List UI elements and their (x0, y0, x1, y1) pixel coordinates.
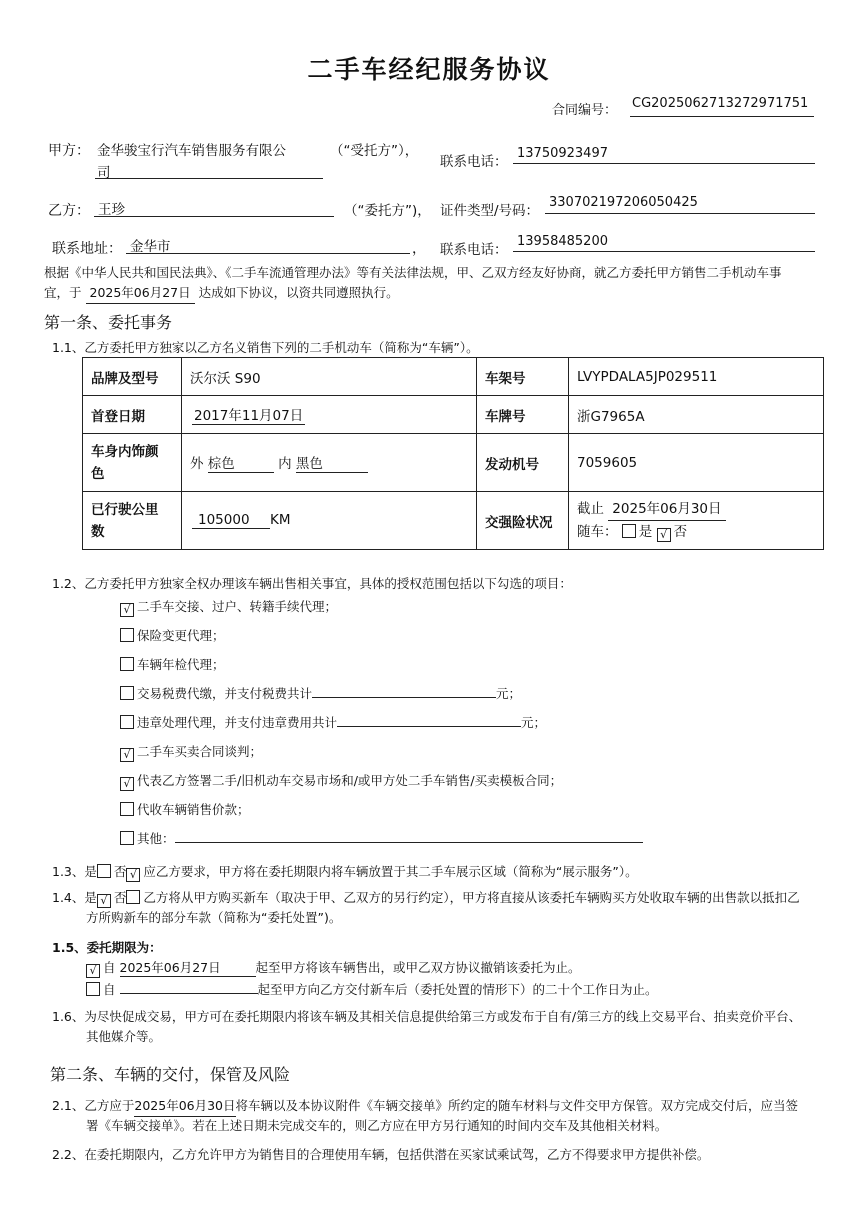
party-b-name: 王珍 (98, 202, 125, 218)
option-checkbox[interactable] (120, 657, 134, 671)
party-b-id: 330702197206050425 (549, 195, 698, 210)
mileage-label (83, 492, 182, 550)
option-item (120, 795, 643, 824)
party-a-name-line2: 司 (97, 165, 111, 181)
party-b-name-underline (94, 216, 334, 217)
option-checkbox[interactable] (120, 831, 134, 845)
clause-text: 应乙方要求，甲方将在委托期限内将车辆放置于其二手车展示区域（简称为“展示服务”）。 (143, 864, 638, 879)
address-label: 联系地址： (52, 241, 122, 257)
mileage-value: 105000 (192, 512, 270, 529)
section1-title: 第一条、委托事务 (44, 313, 173, 332)
insurance-label: 交强险状况 (477, 492, 569, 550)
term-1-prefix: 自 (103, 960, 116, 975)
clause-2-1-line1 (52, 1096, 798, 1117)
term-1-text: 起至甲方将该车辆售出，或甲乙双方协议撤销该委托为止。 (255, 960, 581, 975)
party-a-role: （“受托方”）， (330, 143, 419, 159)
insurance-cell (569, 492, 824, 550)
preamble-line2-suffix: 达成如下协议，以资共同遵照执行。 (198, 285, 399, 300)
yes-label: 是 (84, 864, 97, 879)
address-comma: ， (412, 241, 426, 257)
clause-2-1-prefix: 2.1、乙方应于 (52, 1098, 135, 1113)
option-label: 代收车辆销售价款； (137, 802, 250, 817)
reg-date-label: 首登日期 (83, 396, 182, 434)
term-1-date: 2025年06月27日 (120, 958, 256, 977)
term-2-text: 起至甲方向乙方交付新车后（委托处置的情形下）的二十个工作日为止。 (257, 982, 658, 997)
term-row-2 (86, 979, 658, 998)
term-2-prefix: 自 (103, 982, 116, 997)
option-item (120, 650, 643, 679)
option-label: 违章处理代理，并支付违章费用共计 (137, 715, 338, 730)
option-item (120, 621, 643, 650)
option-label: 二手车交接、过户、转籍手续代理； (137, 599, 338, 614)
option-label: 交易税费代缴，并支付税费共计 (137, 686, 313, 701)
clause-2-1-text: 将车辆以及本协议附件《车辆交接单》所约定的随车材料与文件交甲方保管。双方完成交付后，应当签 (235, 1098, 799, 1113)
option-label: 保险变更代理； (137, 628, 225, 643)
preamble-line1: 根据《中华人民共和国民法典》、《二手车流通管理办法》等有关法律法规，甲、乙双方经友好协商，就乙方委托甲方销售二手机动车事 (44, 265, 782, 280)
term-2-checkbox[interactable] (86, 982, 100, 996)
option-item (120, 708, 643, 737)
clause-text: 乙方将从甲方购买新车（取决于甲、乙双方的另行约定），甲方将直接从该委托车辆购买方处收取车辆的出售款以抵扣乙 (143, 890, 800, 905)
clause-1-2: 1.2、乙方委托甲方独家全权办理该车辆出售相关事宜，具体的授权范围包括以下勾选的项目： (52, 576, 572, 591)
brand-value: 沃尔沃 S90 (182, 358, 477, 396)
clause-1-6-line1: 1.6、为尽快促成交易，甲方可在委托期限内将该车辆及其相关信息提供给第三方或发布于自有/第三方的线上交易平台、拍卖竞价平台、 (52, 1009, 802, 1024)
reg-date-value: 2017年11月07日 (192, 404, 305, 425)
insurance-with-car: 随车： (577, 524, 618, 540)
section2-title: 第二条、车辆的交付，保管及风险 (50, 1065, 291, 1084)
clause-number: 1.4、 (52, 890, 85, 905)
contract-number-underline (630, 116, 814, 117)
term-1-checkbox[interactable]: √ (86, 964, 100, 978)
insurance-date: 2025年06月30日 (608, 498, 725, 521)
plate-value: 浙G7965A (569, 396, 824, 434)
no-label: 否 (113, 890, 127, 905)
reg-date-cell (182, 396, 477, 434)
option-item (120, 737, 643, 766)
clause-1-5-title: 1.5、委托期限为： (52, 940, 162, 955)
party-a-label: 甲方： (48, 143, 90, 159)
page-title: 二手车经纪服务协议 (307, 55, 551, 84)
party-b-role: （“委托方”)， (344, 203, 431, 219)
other-blank (175, 828, 643, 843)
plate-label: 车牌号 (477, 396, 569, 434)
engine-label: 发动机号 (477, 434, 569, 492)
preamble-line2-prefix: 宜，于 (44, 285, 82, 300)
party-b-phone: 13958485200 (517, 234, 608, 249)
yes-label: 是 (84, 890, 97, 905)
yes-checkbox[interactable] (97, 864, 111, 878)
term-row-1 (86, 958, 581, 978)
party-b-label: 乙方： (48, 203, 90, 219)
mileage-label-line2: 数 (91, 523, 105, 540)
no-label: 否 (113, 864, 127, 879)
option-label: 代表乙方签署二手/旧机动车交易市场和/或甲方处二手车销售/买卖模板合同； (137, 773, 563, 788)
clause-2-1-date: 2025年06月30日 (134, 1096, 235, 1117)
option-item (120, 592, 643, 621)
color-label-line2: 色 (91, 465, 105, 482)
mileage-label-line1: 已行驶公里 (91, 501, 159, 518)
clause-2-2: 2.2、在委托期限内，乙方允许甲方为销售目的合理使用车辆，包括供潜在买家试乘试驾，乙方不得要求甲方提供补偿。 (52, 1147, 710, 1162)
option-checkbox[interactable] (120, 715, 134, 729)
color-cell (182, 434, 477, 492)
option-suffix: 元； (521, 715, 547, 730)
option-checkbox[interactable]: √ (120, 748, 134, 762)
party-a-phone-underline (513, 163, 815, 164)
vin-value: LVYPDALA5JP029511 (569, 358, 824, 396)
clause-1-3 (52, 862, 638, 882)
clause-2-1-line2: 署《车辆交接单》。若在上述日期未完成交车的，则乙方应在甲方另行通知的时间内交车及其他相关材料。 (86, 1118, 668, 1133)
violation-amount-blank (337, 712, 521, 727)
interior-prefix: 内 (278, 456, 292, 472)
authorization-options (120, 592, 643, 853)
insurance-yes-checkbox[interactable] (622, 524, 636, 538)
party-a-phone-label: 联系电话： (440, 154, 508, 170)
exterior-color: 棕色 (208, 452, 274, 473)
exterior-prefix: 外 (190, 456, 204, 472)
contract-number-value: CG2025062713272971751 (632, 96, 809, 111)
preamble-line2 (44, 283, 399, 304)
mileage-unit: KM (270, 512, 291, 528)
term-2-date-blank (120, 979, 258, 994)
clause-number: 1.3、 (52, 864, 85, 879)
mileage-cell (182, 492, 477, 550)
engine-value: 7059605 (569, 434, 824, 492)
clause-1-1: 1.1、乙方委托甲方独家以乙方名义销售下列的二手机动车（简称为“车辆”）。 (52, 340, 479, 355)
address-value: 金华市 (130, 239, 171, 255)
insurance-prefix: 截止 (577, 501, 604, 517)
option-suffix: 元； (496, 686, 522, 701)
preamble-date: 2025年06月27日 (86, 283, 195, 304)
option-label: 其他： (137, 831, 175, 846)
clause-1-4 (52, 888, 800, 908)
vin-label: 车架号 (477, 358, 569, 396)
party-b-phone-underline (513, 251, 815, 252)
insurance-no-label: 否 (673, 524, 688, 540)
no-checkbox[interactable]: √ (126, 868, 140, 882)
no-checkbox[interactable] (126, 890, 140, 904)
party-b-phone-label: 联系电话： (440, 242, 508, 258)
option-checkbox[interactable] (120, 628, 134, 642)
interior-color: 黑色 (296, 452, 368, 473)
insurance-yes-label: 是 (638, 524, 653, 540)
clause-1-6-line2: 其他媒介等。 (86, 1029, 162, 1044)
vehicle-table (82, 357, 824, 550)
option-item (120, 824, 643, 853)
option-checkbox[interactable]: √ (120, 777, 134, 791)
option-label: 车辆年检代理； (137, 657, 225, 672)
option-label: 二手车买卖合同谈判； (137, 744, 263, 759)
option-item (120, 679, 643, 708)
option-checkbox[interactable] (120, 686, 134, 700)
color-label (83, 434, 182, 492)
party-b-id-underline (545, 213, 815, 214)
tax-amount-blank (312, 683, 496, 698)
party-a-name-line1: 金华骏宝行汽车销售服务有限公 (97, 143, 286, 159)
contract-number-label: 合同编号： (552, 103, 618, 118)
color-label-line1: 车身内饰颜 (91, 443, 159, 460)
party-b-id-label: 证件类型/号码： (440, 203, 540, 219)
brand-label: 品牌及型号 (83, 358, 182, 396)
option-item (120, 766, 643, 795)
option-checkbox[interactable]: √ (120, 603, 134, 617)
option-checkbox[interactable] (120, 802, 134, 816)
yes-checkbox[interactable]: √ (97, 894, 111, 908)
party-a-phone: 13750923497 (517, 146, 608, 161)
insurance-no-checkbox[interactable]: √ (657, 528, 671, 542)
party-a-name-underline (95, 178, 323, 179)
clause-1-4-line2: 方所购新车的部分车款（简称为“委托处置”)。 (86, 910, 342, 925)
